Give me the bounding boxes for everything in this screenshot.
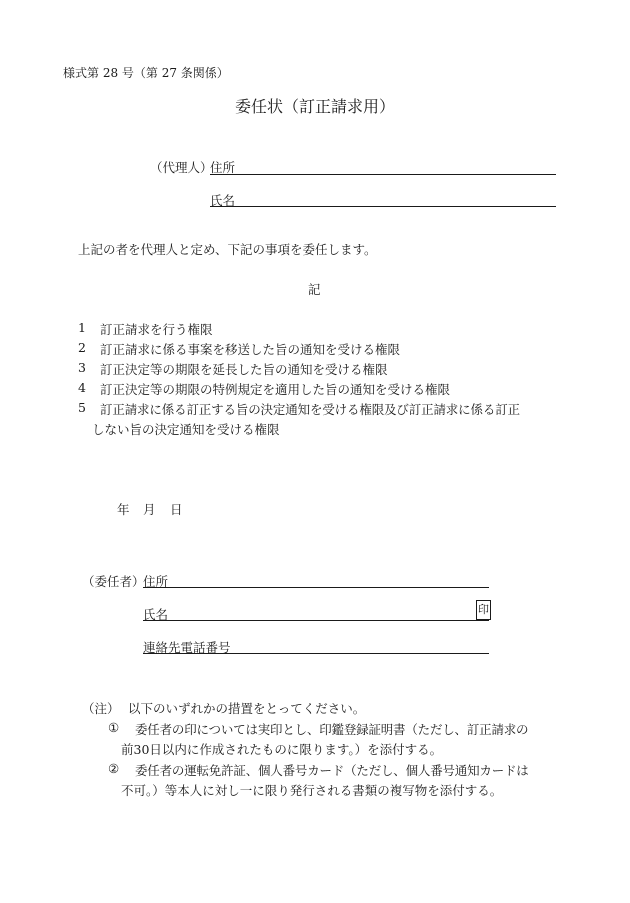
- item-number: 3: [78, 360, 86, 375]
- agent-name-field[interactable]: [210, 206, 556, 207]
- note-marker: ①: [108, 720, 120, 735]
- note-text: 委任者の運転免許証、個人番号カード（ただし、個人番号通知カードは: [135, 763, 529, 778]
- date-month-label: 月: [143, 502, 156, 517]
- document-title: 委任状（訂正請求用）: [234, 97, 395, 116]
- principal-phone-field[interactable]: [143, 653, 489, 654]
- date-day-label: 日: [170, 502, 183, 517]
- item-number: 2: [78, 340, 86, 355]
- note-text-continued: 不可。）等本人に対し一に限り発行される書類の複写物を添付する。: [121, 783, 503, 798]
- item-text: 訂正請求を行う権限: [100, 322, 213, 337]
- principal-name-field[interactable]: [143, 620, 489, 621]
- date-year-label: 年: [117, 502, 130, 517]
- item-text-continued: しない旨の決定通知を受ける権限: [92, 422, 280, 437]
- item-text: 訂正決定等の期限を延長した旨の通知を受ける権限: [100, 362, 388, 377]
- principal-role-label: （委任者）: [82, 574, 145, 589]
- agent-name-label: 氏名: [210, 193, 236, 208]
- principal-address-label: 住所: [143, 574, 169, 589]
- item-number: 5: [78, 400, 86, 415]
- intro-text: 上記の者を代理人と定め、下記の事項を委任します。: [78, 242, 377, 257]
- agent-address-label: 住所: [210, 160, 236, 175]
- agent-address-field[interactable]: [210, 174, 556, 175]
- note-marker: ②: [108, 761, 120, 776]
- seal-box: 印: [476, 600, 491, 620]
- ki-heading: 記: [308, 282, 321, 297]
- item-text: 訂正請求に係る事案を移送した旨の通知を受ける権限: [100, 342, 401, 357]
- principal-phone-label: 連絡先電話番号: [143, 640, 231, 655]
- form-number: 様式第 28 号（第 27 条関係）: [63, 66, 229, 80]
- item-text: 訂正決定等の期限の特例規定を適用した旨の通知を受ける権限: [100, 382, 451, 397]
- item-number: 1: [78, 320, 86, 335]
- notes-intro: 以下のいずれかの措置をとってください。: [128, 701, 366, 716]
- note-text: 委任者の印については実印とし、印鑑登録証明書（ただし、訂正請求の: [135, 722, 529, 737]
- notes-label: （注）: [82, 701, 120, 716]
- principal-name-label: 氏名: [143, 607, 169, 622]
- note-text-continued: 前30日以内に作成されたものに限ります。）を添付する。: [121, 742, 443, 757]
- item-number: 4: [78, 380, 86, 395]
- agent-role-label: （代理人）: [150, 160, 213, 175]
- principal-address-field[interactable]: [143, 587, 489, 588]
- item-text: 訂正請求に係る訂正する旨の決定通知を受ける権限及び訂正請求に係る訂正: [100, 402, 520, 417]
